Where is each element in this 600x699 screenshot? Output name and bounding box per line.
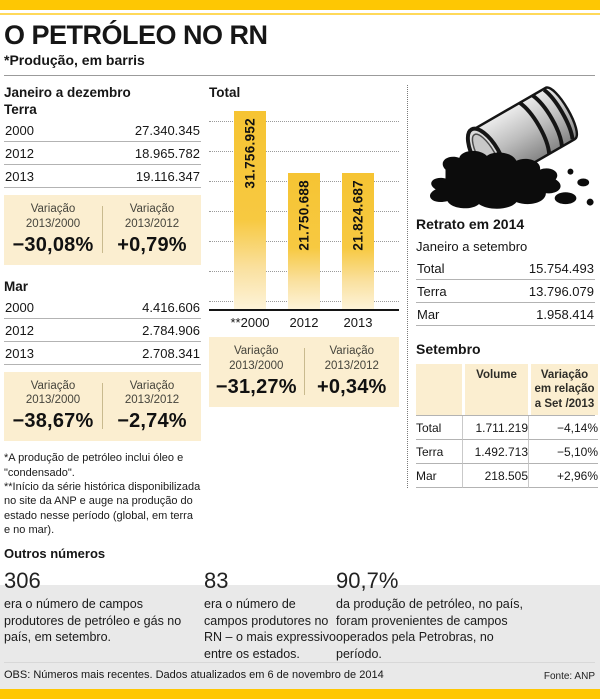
x-tick-label: 2013 [343, 315, 373, 330]
variation-period: 2013/2000 [25, 217, 81, 230]
bar-value-label: 21.824.687 [350, 180, 366, 251]
row-year: 2013 [5, 345, 34, 361]
period-heading: Janeiro a dezembro [4, 85, 131, 100]
retrato-heading: Retrato em 2014 [416, 216, 525, 232]
column-header [416, 364, 462, 415]
row-value: 4.416.606 [142, 299, 200, 315]
variation-box-terra [4, 195, 201, 265]
row-label: Mar [417, 307, 440, 322]
oil-barrel-spill-icon [416, 85, 598, 213]
page-subtitle: *Produção, em barris [4, 52, 145, 68]
stat-text: da produção de petróleo, no país, foram provenientes de campos operados pela Petrobras, no período. [336, 597, 523, 661]
footnote: **Início da série histórica disponibilizada no site da ANP e auge na produção do estado nesse período (global, em terra e no mar). [4, 480, 201, 536]
row-value: 18.965.782 [134, 145, 200, 161]
x-tick-label: **2000 [230, 315, 270, 330]
variation-value: −31,27% [215, 375, 297, 398]
cell-volume: 218.505 [462, 464, 528, 488]
row-year: 2000 [5, 122, 34, 138]
variation-cell [209, 344, 304, 399]
stat-item [336, 565, 595, 662]
variation-period: 2013/2012 [324, 359, 379, 372]
row-value: 27.340.345 [134, 122, 200, 138]
table-row [4, 342, 201, 365]
footnotes [4, 451, 201, 537]
row-value: 2.784.906 [142, 322, 200, 338]
variation-value: +0,34% [316, 375, 387, 398]
setembro-heading: Setembro [416, 341, 481, 357]
variation-label: Variação [30, 202, 76, 215]
row-year: 2012 [5, 322, 34, 338]
variation-label: Variação [129, 202, 175, 215]
cell-variation: −5,10% [528, 440, 598, 464]
outros-grid [4, 565, 595, 662]
table-row [416, 257, 595, 280]
variation-period: 2013/2000 [229, 359, 284, 372]
cell-label: Total [416, 416, 462, 440]
variation-cell [4, 379, 102, 434]
variation-period: 2013/2012 [124, 394, 180, 407]
bar-chart [209, 109, 399, 309]
row-year: 2000 [5, 299, 34, 315]
variation-label: Variação [30, 379, 76, 392]
variation-box-total [209, 337, 399, 407]
variation-cell [4, 202, 102, 257]
bar-2012 [288, 173, 320, 309]
variation-period: 2013/2000 [25, 394, 81, 407]
variation-cell [305, 344, 400, 399]
variation-cell [103, 379, 201, 434]
table-row [4, 119, 201, 142]
row-year: 2013 [5, 168, 34, 184]
row-value: 1.958.414 [536, 307, 594, 322]
row-value: 15.754.493 [528, 261, 594, 276]
footnote: *A produção de petróleo inclui óleo e "condensado". [4, 452, 184, 479]
row-value: 2.708.341 [142, 345, 200, 361]
content [0, 15, 600, 689]
row-label: Total [417, 261, 445, 276]
header [4, 15, 595, 75]
row-value: 19.116.347 [135, 168, 200, 184]
stat-number: 306 [4, 568, 41, 594]
setembro-table-header [416, 364, 595, 416]
stat-text: era o número de campos produtores de petróleo e gás no país, em setembro. [4, 597, 182, 645]
bars [209, 109, 399, 309]
variation-label: Variação [233, 345, 279, 357]
outros-heading: Outros números [4, 546, 106, 562]
table-row [4, 319, 201, 342]
x-tick-label: 2012 [289, 315, 319, 330]
section-outros-numeros [4, 537, 595, 662]
variation-cell [103, 202, 201, 257]
variation-value: −2,74% [117, 410, 187, 433]
column-header: Volume [462, 364, 528, 415]
table-row [416, 303, 595, 326]
variation-value: −38,67% [12, 410, 94, 433]
cell-volume: 1.492.713 [462, 440, 528, 464]
bar-2013 [342, 173, 374, 309]
cell-variation: +2,96% [528, 464, 598, 488]
cell-volume: 1.711.219 [462, 416, 528, 440]
table-row [4, 165, 201, 188]
footer-obs: OBS: Números mais recentes. Dados atualizados em 6 de novembro de 2014 [4, 669, 384, 682]
bottom-ribbon [0, 689, 600, 699]
section-total-chart [201, 85, 407, 407]
table-row [416, 280, 595, 303]
variation-value: −30,08% [12, 233, 94, 256]
cell-label: Terra [416, 440, 462, 464]
retrato-period: Janeiro a setembro [416, 239, 528, 254]
variation-value: +0,79% [117, 233, 187, 256]
page-title: O PETRÓLEO NO RN [4, 20, 268, 50]
cell-label: Mar [416, 464, 462, 488]
table-row [4, 142, 201, 165]
section-retrato-2014 [407, 85, 598, 488]
variation-label: Variação [329, 345, 375, 357]
x-axis-labels [209, 311, 399, 330]
bar-2000 [234, 111, 266, 309]
setembro-table-body [416, 416, 598, 488]
variation-box-mar [4, 372, 201, 442]
variation-label: Variação [129, 379, 175, 392]
bar-value-label: 31.756.952 [242, 118, 258, 189]
footer [4, 662, 595, 689]
stat-number: 90,7% [336, 568, 399, 594]
row-year: 2012 [5, 145, 34, 161]
stat-item [204, 565, 336, 662]
top-ribbon [0, 0, 600, 10]
variation-period: 2013/2012 [124, 217, 180, 230]
mar-heading: Mar [4, 278, 29, 294]
main-columns [4, 76, 598, 537]
column-header: Variação em relação a Set /2013 [528, 364, 598, 415]
cell-variation: −4,14% [528, 416, 598, 440]
stat-item [4, 565, 204, 662]
stat-text: era o número de campos produtores no RN – o mais expressivo entre os estados. [204, 597, 336, 661]
row-value: 13.796.079 [528, 284, 594, 299]
row-label: Terra [417, 284, 447, 299]
bar-value-label: 21.750.688 [296, 180, 312, 251]
chart-title: Total [209, 85, 241, 100]
table-row [4, 296, 201, 319]
footer-source: Fonte: ANP [543, 671, 595, 683]
terra-heading: Terra [4, 101, 37, 117]
section-janeiro-dezembro [4, 85, 201, 537]
stat-number: 83 [204, 568, 229, 594]
